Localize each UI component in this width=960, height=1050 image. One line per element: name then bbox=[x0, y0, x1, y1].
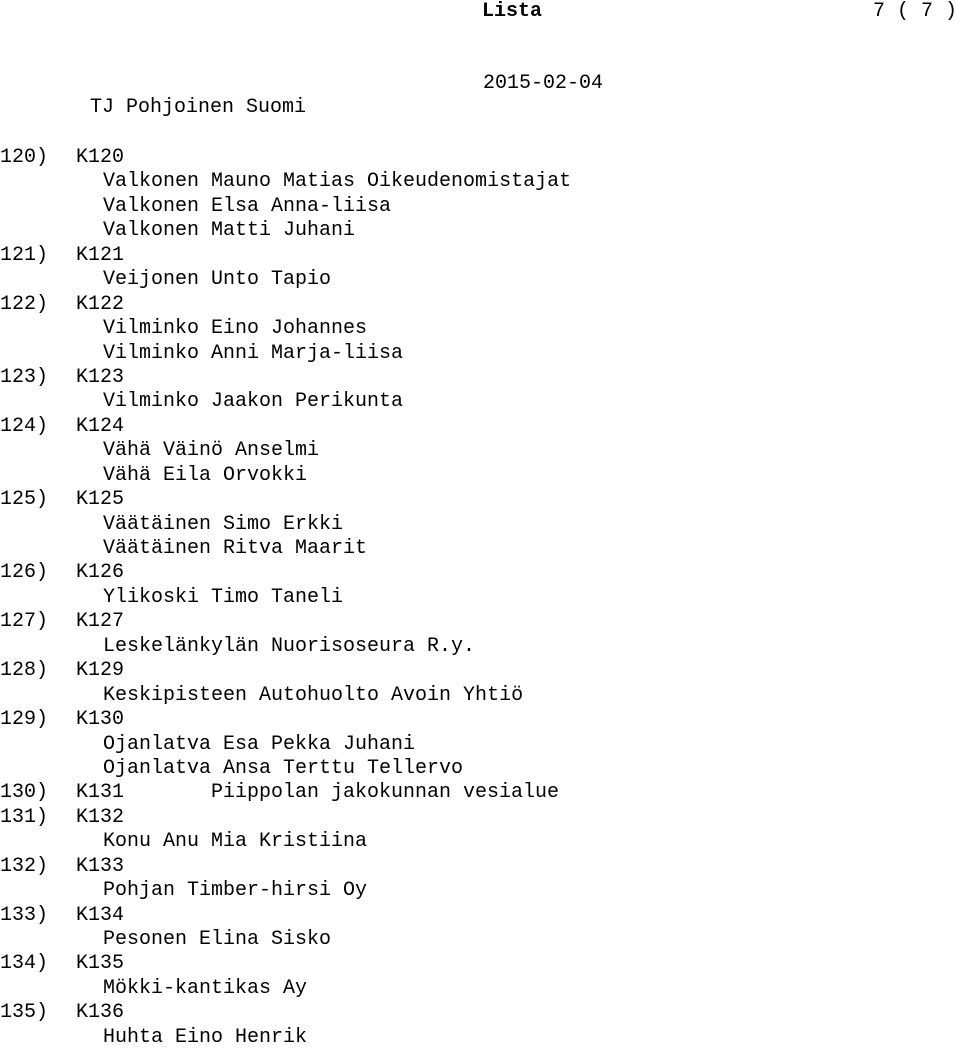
owner-row bbox=[0, 635, 960, 659]
owner-name: Pohjan Timber-hirsi Oy bbox=[103, 879, 368, 903]
entry-number: 122) bbox=[0, 292, 49, 316]
owner-name: Vähä Väinö Anselmi bbox=[103, 439, 320, 463]
entry-header-row bbox=[0, 366, 960, 390]
entry-code: K136 bbox=[76, 1001, 125, 1025]
entry-code: K123 bbox=[76, 365, 125, 389]
entry-code: K127 bbox=[76, 610, 125, 634]
document-title: Lista bbox=[482, 0, 543, 23]
entry-header-row bbox=[0, 806, 960, 830]
owner-row bbox=[0, 219, 960, 243]
entry-header-row bbox=[0, 146, 960, 170]
owner-row bbox=[0, 733, 960, 757]
owner-name: Väätäinen Simo Erkki bbox=[103, 512, 344, 536]
owner-row bbox=[0, 830, 960, 854]
entry-header-row bbox=[0, 1001, 960, 1025]
entry-code: K135 bbox=[76, 952, 125, 976]
entry-code: K126 bbox=[76, 561, 125, 585]
entry-code: K134 bbox=[76, 903, 125, 927]
entry-header-row bbox=[0, 659, 960, 683]
owner-row bbox=[0, 928, 960, 952]
entry-header-row bbox=[0, 952, 960, 976]
owner-row bbox=[0, 977, 960, 1001]
owner-row bbox=[0, 195, 960, 219]
owner-row bbox=[0, 537, 960, 561]
owner-row bbox=[0, 464, 960, 488]
page-number: 7 ( 7 ) bbox=[873, 0, 958, 23]
entry-owner-name: Piippolan jakokunnan vesialue bbox=[211, 781, 560, 805]
owner-row bbox=[0, 586, 960, 610]
entry-header-row bbox=[0, 488, 960, 512]
entry-number: 120) bbox=[0, 146, 49, 169]
owner-name: Vilminko Anni Marja-liisa bbox=[103, 341, 404, 365]
owner-row bbox=[0, 342, 960, 366]
entry-code: K122 bbox=[76, 292, 125, 316]
owner-name: Ojanlatva Ansa Terttu Tellervo bbox=[103, 756, 464, 780]
entry-number: 125) bbox=[0, 488, 49, 512]
owner-name: Väätäinen Ritva Maarit bbox=[103, 537, 368, 560]
entry-code: K133 bbox=[76, 854, 125, 878]
owner-name: Mökki-kantikas Ay bbox=[103, 976, 308, 1000]
owner-name: Pesonen Elina Sisko bbox=[103, 928, 332, 951]
entry-number: 126) bbox=[0, 561, 49, 585]
entry-code: K120 bbox=[76, 146, 125, 169]
owner-name: Keskipisteen Autohuolto Avoin Yhtiö bbox=[103, 683, 524, 707]
entry-header-row bbox=[0, 415, 960, 439]
entry-code: K130 bbox=[76, 708, 125, 732]
owner-row bbox=[0, 317, 960, 341]
owner-row bbox=[0, 268, 960, 292]
entry-header-row bbox=[0, 781, 960, 805]
owner-name: Ylikoski Timo Taneli bbox=[103, 585, 344, 609]
owner-name: Huhta Eino Henrik bbox=[103, 1025, 308, 1049]
owner-name: Vähä Eila Orvokki bbox=[103, 463, 308, 487]
entry-header-row bbox=[0, 708, 960, 732]
owner-row bbox=[0, 757, 960, 781]
entry-number: 132) bbox=[0, 854, 49, 878]
entry-number: 124) bbox=[0, 414, 49, 438]
entry-number: 133) bbox=[0, 903, 49, 927]
owner-row bbox=[0, 684, 960, 708]
owner-name: Vilminko Eino Johannes bbox=[103, 317, 368, 341]
owner-name: Valkonen Matti Juhani bbox=[103, 219, 356, 243]
entry-number: 129) bbox=[0, 708, 49, 732]
entry-number: 121) bbox=[0, 243, 49, 267]
entry-header-row bbox=[0, 904, 960, 928]
owner-name: Vilminko Jaakon Perikunta bbox=[103, 390, 404, 414]
owner-name: Veijonen Unto Tapio bbox=[103, 268, 332, 292]
entry-number: 130) bbox=[0, 781, 49, 805]
owner-row bbox=[0, 879, 960, 903]
entry-code: K121 bbox=[76, 243, 125, 267]
owner-row bbox=[0, 170, 960, 194]
owner-name: Ojanlatva Esa Pekka Juhani bbox=[103, 732, 416, 756]
entry-number: 134) bbox=[0, 952, 49, 976]
document-date: 2015-02-04 bbox=[483, 72, 604, 95]
entry-number: 123) bbox=[0, 365, 49, 389]
entry-code: K131 bbox=[76, 781, 125, 805]
entry-list bbox=[0, 146, 960, 1050]
entry-code: K129 bbox=[76, 659, 125, 683]
entry-header-row bbox=[0, 610, 960, 634]
entry-header-row bbox=[0, 855, 960, 879]
organization-name: TJ Pohjoinen Suomi bbox=[90, 96, 307, 119]
entry-number: 127) bbox=[0, 610, 49, 634]
owner-row bbox=[0, 439, 960, 463]
entry-header-row bbox=[0, 244, 960, 268]
entry-number: 131) bbox=[0, 805, 49, 829]
entry-code: K125 bbox=[76, 488, 125, 512]
entry-code: K124 bbox=[76, 414, 125, 438]
owner-name: Valkonen Elsa Anna-liisa bbox=[103, 194, 392, 218]
entry-number: 128) bbox=[0, 659, 49, 683]
entry-header-row bbox=[0, 561, 960, 585]
owner-row bbox=[0, 513, 960, 537]
entry-code: K132 bbox=[76, 805, 125, 829]
entry-header-row bbox=[0, 293, 960, 317]
owner-name: Valkonen Mauno Matias Oikeudenomistajat bbox=[103, 170, 572, 194]
owner-row bbox=[0, 1026, 960, 1050]
owner-name: Leskelänkylän Nuorisoseura R.y. bbox=[103, 634, 476, 658]
owner-name: Konu Anu Mia Kristiina bbox=[103, 830, 368, 854]
entry-number: 135) bbox=[0, 1001, 49, 1025]
owner-row bbox=[0, 390, 960, 414]
